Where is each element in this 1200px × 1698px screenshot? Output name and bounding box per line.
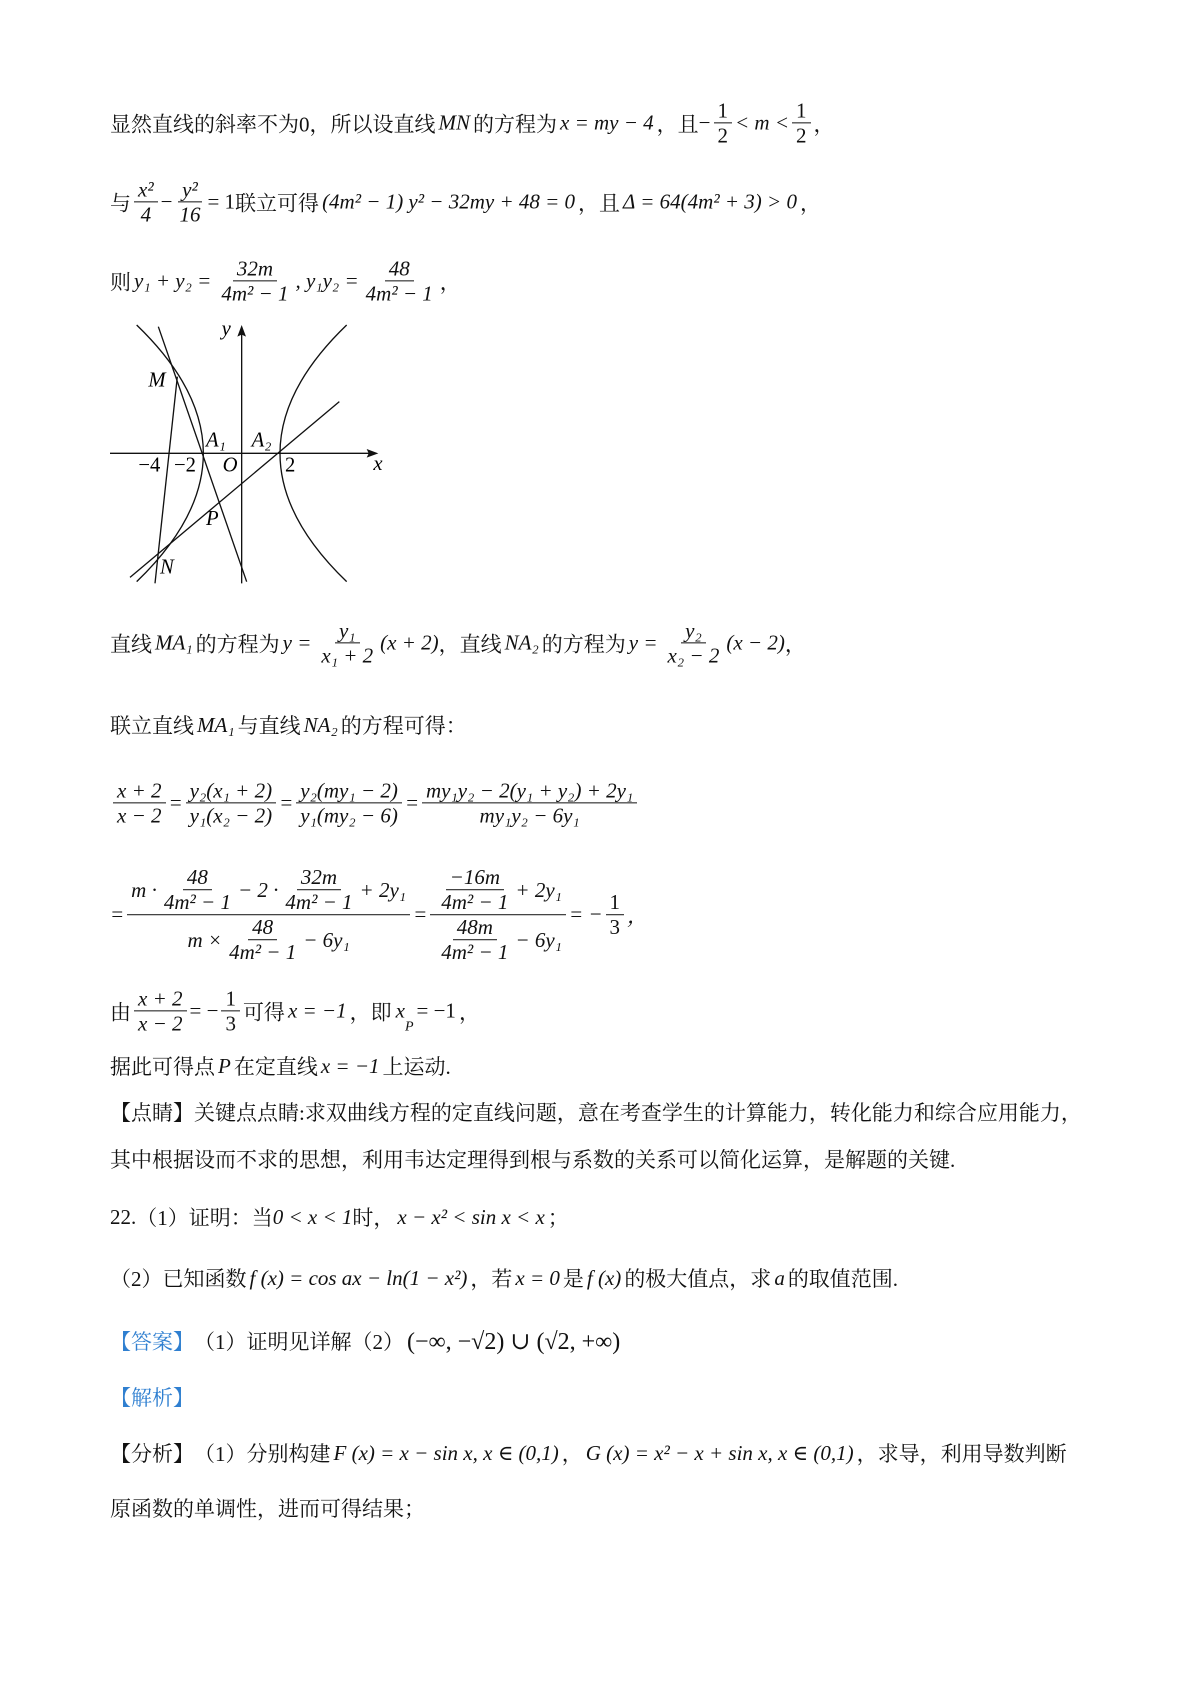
text: （1）分别构建 (194, 1442, 331, 1466)
text: 联立直线 (110, 714, 194, 738)
fraction (175, 177, 204, 226)
math: = (279, 790, 294, 815)
math: x (395, 998, 405, 1023)
fraction (437, 916, 512, 965)
math: y = (628, 630, 658, 655)
line-vieta (110, 256, 461, 305)
answer-tag: 【答案】 (110, 1330, 194, 1354)
math: x = my − 4 (560, 110, 654, 135)
den: 3 (225, 1011, 236, 1036)
key-point-text-2: 其中根据设而不求的思想，利用韦达定理得到根与系数的关系可以简化运算，是解题的关键. (110, 1148, 956, 1172)
den: 4m² − 1 (221, 281, 289, 306)
math: = − (189, 998, 219, 1023)
num: x + 2 (134, 986, 187, 1011)
num: 1 (606, 890, 625, 915)
text: 的方程为 (541, 632, 626, 656)
math: x − x² < sin x < x (397, 1204, 545, 1229)
fraction (296, 778, 402, 827)
question-22-part1 (110, 1202, 569, 1232)
label-minus4: −4 (138, 454, 161, 477)
math: − (698, 110, 711, 135)
text: ，且 (656, 112, 699, 136)
line-ma1 (158, 327, 246, 582)
text: 则 (110, 270, 131, 294)
num: 1 (792, 98, 811, 123)
equation-1 (110, 778, 640, 827)
text: 上运动. (382, 1055, 451, 1079)
fraction (221, 986, 240, 1035)
num: my₁y₂ − 2(y₁ + y₂) + 2y₁ (422, 778, 637, 803)
label-a2: A₂ (251, 429, 272, 452)
line-xp (110, 986, 480, 1035)
label-2: 2 (285, 454, 296, 477)
math: y₁ + y₂ = (134, 268, 212, 293)
num (430, 865, 566, 915)
math: x = −1 (287, 998, 347, 1023)
den: 4m² − 1 (285, 890, 353, 915)
den: x₂ − 2 (667, 643, 720, 668)
math: f (x) = cos ax − ln(1 − x²) (249, 1265, 468, 1290)
math: − (160, 189, 173, 214)
text: 的方程为 (195, 632, 280, 656)
fraction (217, 256, 292, 305)
den: 4m² − 1 (441, 940, 509, 965)
text: ，且 (578, 191, 621, 215)
fraction (606, 890, 625, 939)
math: MA₁ (155, 630, 193, 655)
math: = (110, 902, 125, 927)
num: 48 (385, 256, 414, 281)
den: 2 (717, 123, 728, 148)
num: 32m (233, 256, 277, 281)
line-mn (155, 377, 177, 584)
line-combine (110, 710, 467, 740)
text: ，若 (470, 1267, 513, 1291)
fraction (160, 865, 235, 914)
text: ， (784, 632, 806, 656)
question-22-part2 (110, 1263, 898, 1293)
math: m × (187, 928, 223, 953)
text: 的取值范围. (787, 1267, 899, 1291)
label-m: M (148, 369, 166, 392)
den: 3 (609, 915, 621, 940)
text: 显然直线的斜率不为0，所以设直线 (110, 112, 436, 136)
text: ，求导，利用导数判断 (856, 1442, 1067, 1466)
den (430, 916, 566, 965)
den: 4m² − 1 (163, 890, 231, 915)
math: x = 0 (515, 1265, 560, 1290)
equation-2 (110, 865, 648, 965)
num: 32m (297, 865, 341, 890)
fraction (422, 778, 637, 827)
fraction (792, 98, 811, 147)
den (183, 916, 353, 965)
den: 4m² − 1 (229, 940, 297, 965)
analysis-line (110, 1438, 1067, 1468)
math: y = (282, 630, 312, 655)
text: ， (458, 1000, 480, 1024)
text: 的方程为 (473, 112, 557, 136)
answer-value: (−∞, −√2) ∪ (√2, +∞) (407, 1328, 621, 1355)
analysis-line-2: 原函数的单调性，进而可得结果； (110, 1497, 425, 1521)
fraction (127, 865, 410, 965)
math: 0 < x < 1 (272, 1204, 353, 1229)
line-conclusion (110, 1051, 451, 1081)
text: 的极大值点，求 (624, 1267, 772, 1291)
math: f (x) (586, 1265, 622, 1290)
num: −16m (446, 865, 504, 890)
math: MN (438, 110, 470, 135)
num (127, 865, 410, 915)
text: 据此可得点 (110, 1055, 215, 1079)
math: < m < (735, 110, 790, 135)
num: 48 (183, 865, 212, 890)
line-na2 (130, 402, 339, 578)
fraction (225, 916, 300, 965)
text: （1）证明见详解（2） (194, 1330, 404, 1354)
text: 的方程可得： (340, 714, 467, 738)
num: 48m (453, 916, 497, 941)
math: MA₁ (197, 712, 235, 737)
math: G (x) = x² − x + sin x, x ∈ (0,1) (585, 1440, 854, 1465)
text: ， (799, 191, 821, 215)
num: y² (178, 177, 202, 202)
fraction (134, 177, 158, 226)
text: ，直线 (438, 632, 502, 656)
fraction (281, 865, 356, 914)
text: 与直线 (237, 714, 301, 738)
text: （2）已知函数 (110, 1267, 247, 1291)
text: ， (627, 904, 649, 928)
math: + 2y₁ (359, 877, 407, 902)
math: − 6y₁ (303, 928, 350, 953)
den: y₁(x₂ − 2) (189, 803, 273, 828)
num: y₂(my₁ − 2) (296, 778, 402, 803)
num: y₂(x₁ + 2) (186, 778, 276, 803)
line-mn-setup (110, 98, 835, 147)
den: 4m² − 1 (365, 281, 433, 306)
fraction (664, 618, 724, 667)
text: ， (439, 270, 461, 294)
text: 联立可得 (235, 191, 320, 215)
text: 与 (110, 191, 131, 215)
text: 直线 (110, 632, 152, 656)
fraction (437, 865, 512, 914)
math: NA₂ (303, 712, 338, 737)
fraction (186, 778, 276, 827)
den: 4m² − 1 (441, 890, 509, 915)
den: 4 (140, 202, 152, 227)
math: = (168, 790, 183, 815)
answer-line (110, 1326, 623, 1356)
label-p: P (206, 508, 219, 530)
text: 时， (352, 1206, 395, 1230)
num: 1 (221, 986, 240, 1011)
math: P (218, 1053, 231, 1078)
den: my₁y₂ − 6y₁ (479, 803, 580, 828)
den: x − 2 (117, 803, 162, 828)
label-minus2: −2 (174, 454, 196, 477)
math: (x + 2) (380, 630, 439, 655)
math: , y₁y₂ = (295, 268, 359, 293)
text: ， (561, 1442, 583, 1466)
text: 是 (562, 1267, 584, 1291)
num: 1 (714, 98, 733, 123)
label-y: y (221, 320, 231, 340)
analysis-tag: 【解析】 (110, 1386, 194, 1410)
text: ， (813, 112, 835, 136)
math: m · (131, 877, 157, 902)
text: ； (547, 1206, 569, 1230)
den: x₁ + 2 (321, 643, 374, 668)
fraction (430, 865, 566, 965)
math: (x − 2) (726, 630, 785, 655)
math: + 2y₁ (515, 877, 562, 902)
text: 可得 (242, 1000, 285, 1024)
math: Δ = 64(4m² + 3) > 0 (623, 189, 797, 214)
label-n: N (160, 556, 174, 579)
den: x − 2 (138, 1011, 183, 1036)
math: = 1 (207, 189, 236, 214)
key-point-text: 【点睛】关键点点睛:求双曲线方程的定直线问题，意在考查学生的计算能力，转化能力和综合应用能力， (110, 1101, 1082, 1125)
den: 2 (796, 123, 807, 148)
line-equations (110, 618, 806, 667)
math: − 2 · (237, 877, 279, 902)
math: F (x) = x − sin x, x ∈ (0,1) (333, 1440, 559, 1465)
label-x: x (373, 453, 383, 475)
num: y₁ (335, 618, 360, 643)
text: 由 (110, 1000, 131, 1024)
fraction (317, 618, 377, 667)
analysis-label: 【分析】 (110, 1442, 194, 1466)
fraction (714, 98, 733, 147)
num: y₂ (681, 618, 706, 643)
num: x² (134, 177, 158, 202)
math: x = −1 (320, 1053, 380, 1078)
math: = (413, 902, 428, 927)
label-o: O (222, 454, 238, 477)
math: = −1 (416, 998, 456, 1023)
math: = (404, 790, 419, 815)
fraction (113, 778, 166, 827)
math: a (774, 1265, 785, 1290)
math: = − (568, 902, 603, 927)
math: P (404, 1019, 414, 1035)
hyperbola-diagram (100, 320, 400, 590)
num: x + 2 (113, 778, 166, 803)
text: （1）证明：当 (136, 1206, 273, 1230)
text: 在定直线 (233, 1055, 318, 1079)
label-a1: A₁ (206, 429, 226, 452)
text: ，即 (349, 1000, 392, 1024)
math: NA₂ (504, 630, 539, 655)
fraction (362, 256, 437, 305)
fraction (134, 986, 187, 1035)
den: y₁(my₂ − 6) (300, 803, 398, 828)
num: 48 (248, 916, 277, 941)
question-number: 22. (110, 1204, 137, 1229)
math: − 6y₁ (515, 928, 562, 953)
math: (4m² − 1) y² − 32my + 48 = 0 (322, 189, 576, 214)
line-system (110, 177, 821, 226)
den: 16 (179, 202, 201, 227)
